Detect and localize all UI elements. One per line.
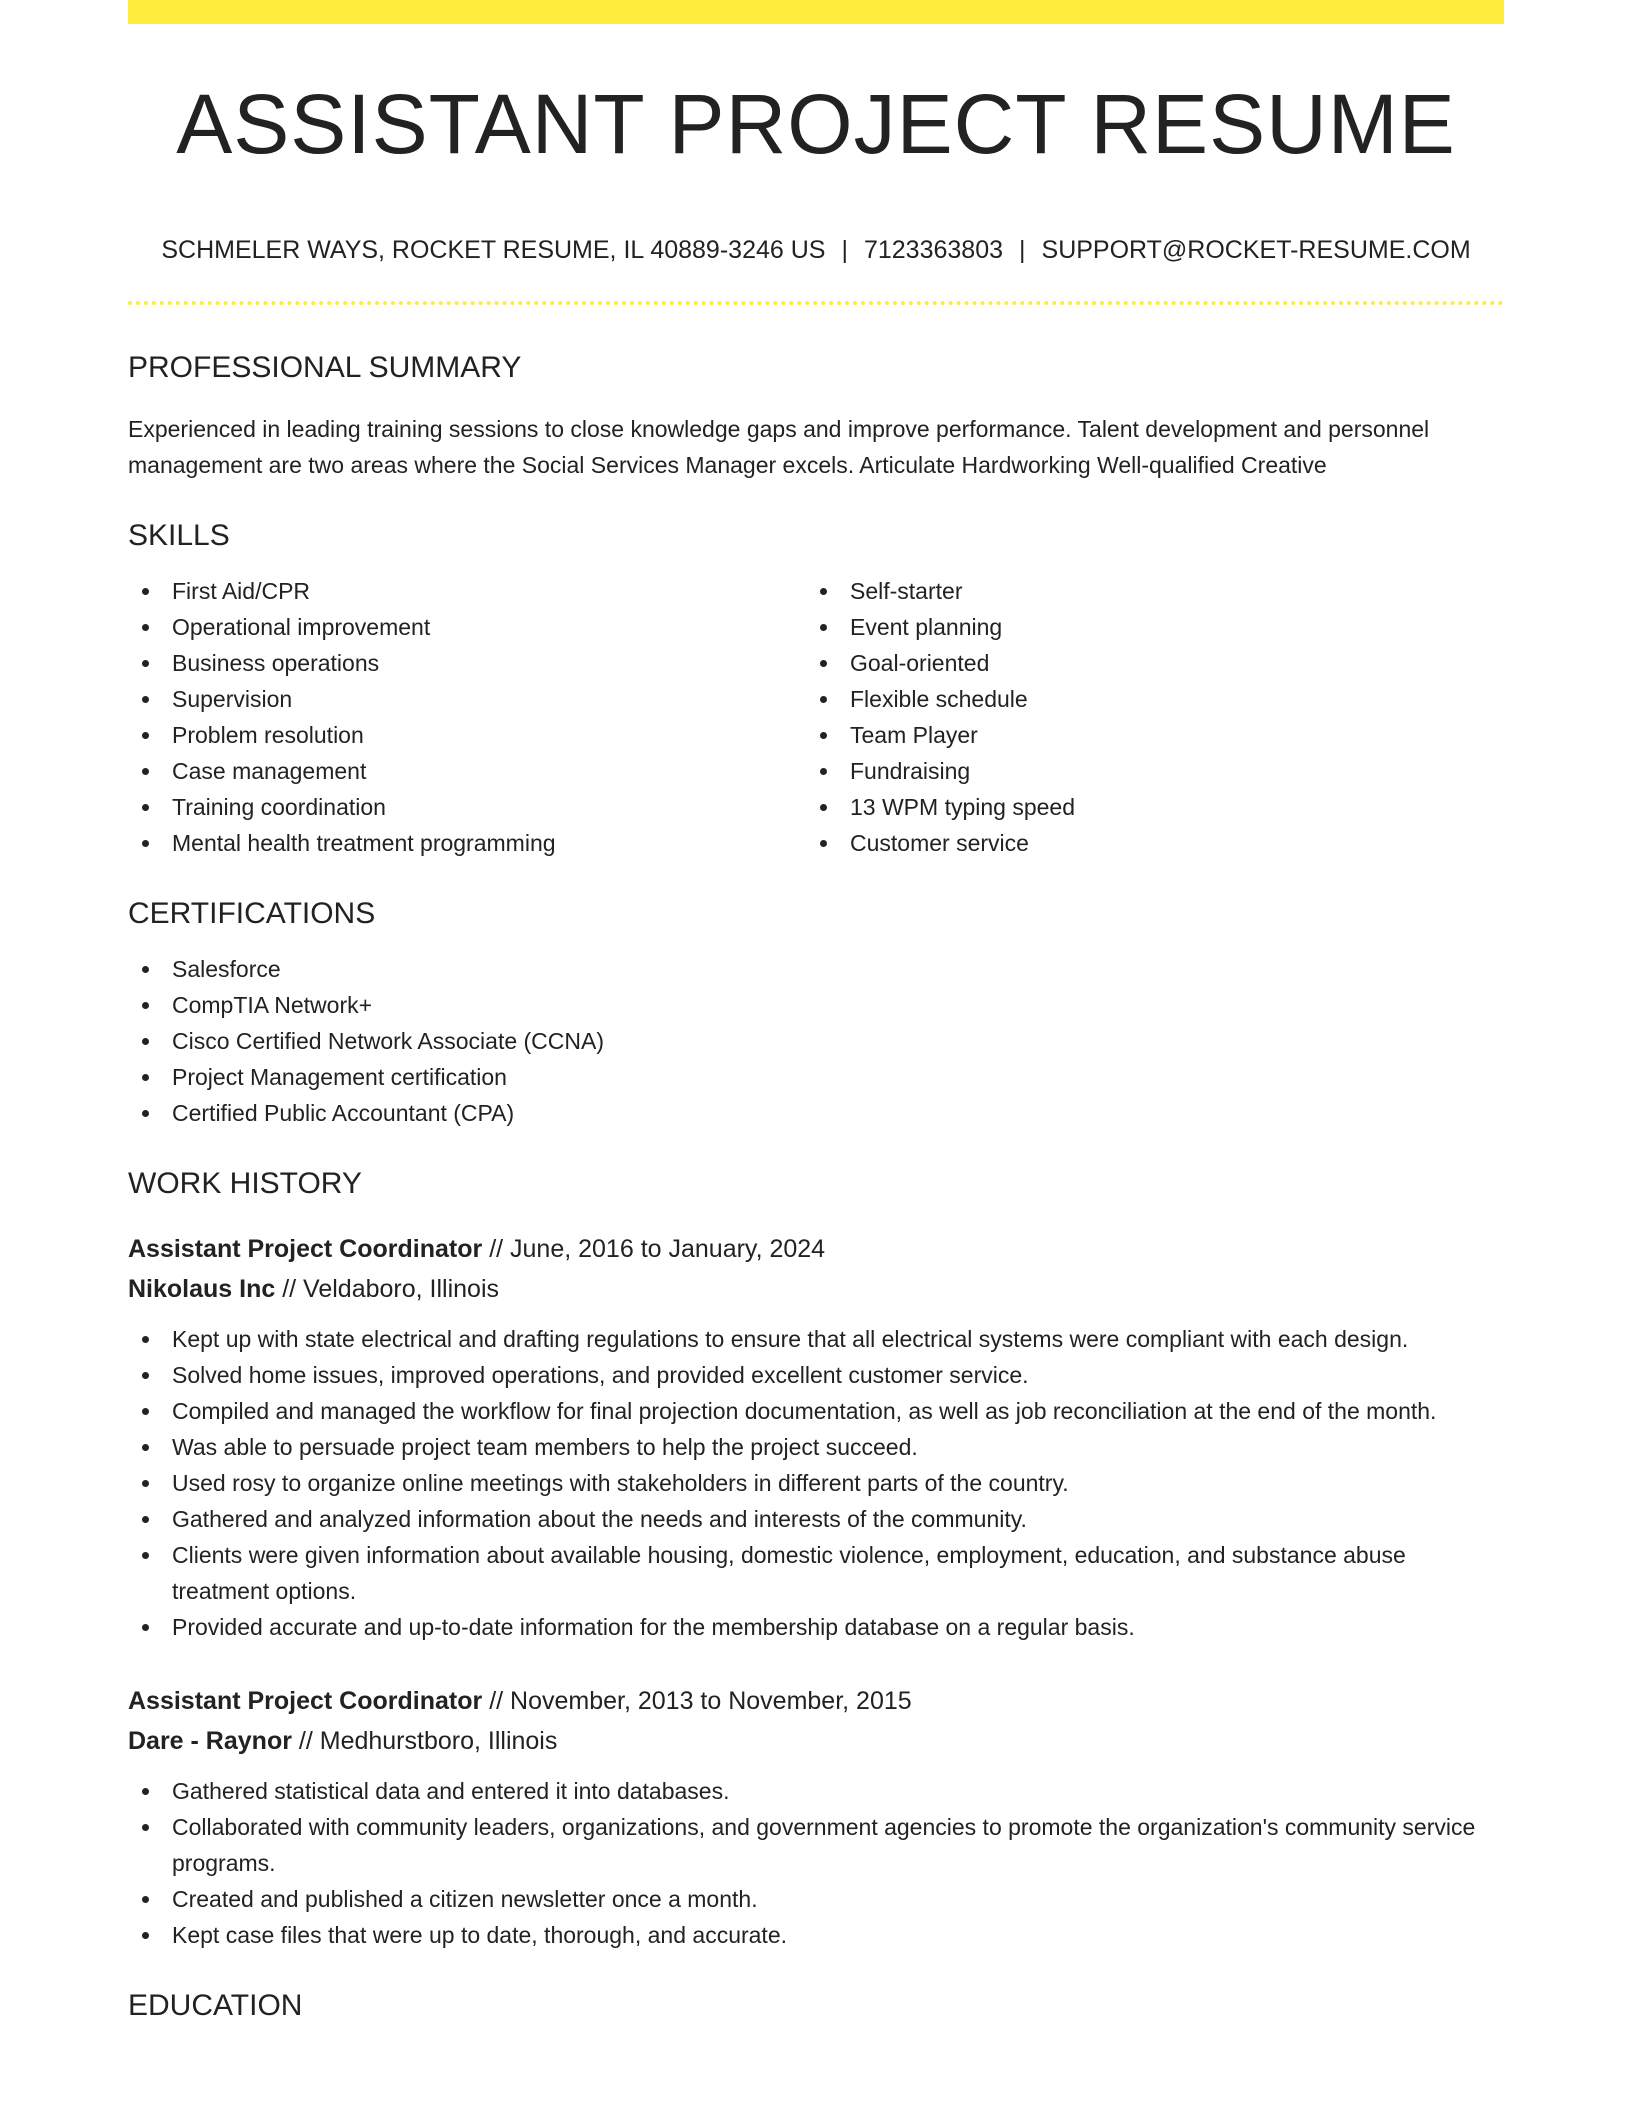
contact-email[interactable]: SUPPORT@ROCKET-RESUME.COM [1041,236,1471,264]
certification-item: Project Management certification [128,1059,1504,1095]
job-role: Assistant Project Coordinator [128,1235,483,1263]
contact-separator: | [1019,236,1026,264]
skill-item: Self-starter [806,573,1484,609]
skill-item: Event planning [806,609,1484,645]
job-dates: // November, 2013 to November, 2015 [489,1687,912,1715]
job-bullet: Clients were given information about available housing, domestic violence, employment, education, and substance abuse treatment options. [128,1537,1504,1609]
skill-item: Training coordination [128,789,806,825]
education-section [128,1991,1504,2021]
certification-item: Certified Public Accountant (CPA) [128,1095,1504,1131]
resume-page [128,0,1504,2021]
skills-right-column [806,551,1484,861]
job-bullet: Compiled and managed the workflow for final projection documentation, as well as job reconciliation at the end of the month. [128,1393,1504,1429]
job-company-line [128,1721,1504,1761]
skill-item: Mental health treatment programming [128,825,806,861]
summary-text: Experienced in leading training sessions to close knowledge gaps and improve performance. Talent development and personnel management are two areas where the Social Services Manager excels. Articulate Hardworking Well-qualified Creative [128,416,1430,478]
header-divider [128,301,1504,305]
top-accent-bar [128,0,1504,24]
skill-item: Fundraising [806,753,1484,789]
work-history-heading: WORK HISTORY [128,1167,362,1200]
skill-item: Problem resolution [128,717,806,753]
job-entry [128,1229,1504,1645]
certification-item: CompTIA Network+ [128,987,1504,1023]
certifications-section [128,899,1504,1131]
skill-item: Business operations [128,645,806,681]
job-location: // Medhurstboro, Illinois [298,1727,558,1755]
certification-item: Cisco Certified Network Associate (CCNA) [128,1023,1504,1059]
job-bullet: Collaborated with community leaders, organizations, and government agencies to promote the organization's community service programs. [128,1809,1504,1881]
skills-section [128,521,1504,861]
job-bullet: Kept up with state electrical and drafting regulations to ensure that all electrical systems were compliant with each design. [128,1321,1504,1357]
skills-columns [128,551,1504,861]
skill-item: Flexible schedule [806,681,1484,717]
skill-item: Goal-oriented [806,645,1484,681]
job-bullet: Solved home issues, improved operations, and provided excellent customer service. [128,1357,1504,1393]
job-dates: // June, 2016 to January, 2024 [489,1235,826,1263]
contact-phone[interactable]: 7123363803 [863,236,1004,264]
skill-item: First Aid/CPR [128,573,806,609]
skill-item: Case management [128,753,806,789]
job-bullet: Created and published a citizen newsletter once a month. [128,1881,1504,1917]
skill-item: 13 WPM typing speed [806,789,1484,825]
resume-title: ASSISTANT PROJECT RESUME [176,77,1456,171]
contact-line [128,238,1504,263]
job-company-line [128,1269,1504,1309]
summary-heading: PROFESSIONAL SUMMARY [128,351,522,384]
job-bullet: Kept case files that were up to date, thorough, and accurate. [128,1917,1504,1953]
job-bullet: Provided accurate and up-to-date information for the membership database on a regular basis. [128,1609,1504,1645]
job-title-line [128,1681,1504,1721]
skills-left-column [128,551,806,861]
job-company: Nikolaus Inc [128,1275,276,1303]
job-company: Dare - Raynor [128,1727,292,1755]
education-heading: EDUCATION [128,1989,303,2022]
contact-address: SCHMELER WAYS, ROCKET RESUME, IL 40889-3246 US [161,236,826,264]
job-role: Assistant Project Coordinator [128,1687,483,1715]
certification-item: Salesforce [128,951,1504,987]
contact-separator: | [841,236,848,264]
skill-item: Team Player [806,717,1484,753]
job-entry [128,1681,1504,1953]
skill-item: Operational improvement [128,609,806,645]
job-bullet: Was able to persuade project team members to help the project succeed. [128,1429,1504,1465]
job-bullet: Gathered statistical data and entered it into databases. [128,1773,1504,1809]
job-location: // Veldaboro, Illinois [282,1275,500,1303]
job-title-line [128,1229,1504,1269]
skill-item: Customer service [806,825,1484,861]
skills-heading: SKILLS [128,519,230,552]
job-bullet: Gathered and analyzed information about the needs and interests of the community. [128,1501,1504,1537]
work-history-section [128,1169,1504,1953]
job-bullet: Used rosy to organize online meetings with stakeholders in different parts of the country. [128,1465,1504,1501]
skill-item: Supervision [128,681,806,717]
summary-section [128,353,1504,483]
certifications-heading: CERTIFICATIONS [128,897,376,930]
